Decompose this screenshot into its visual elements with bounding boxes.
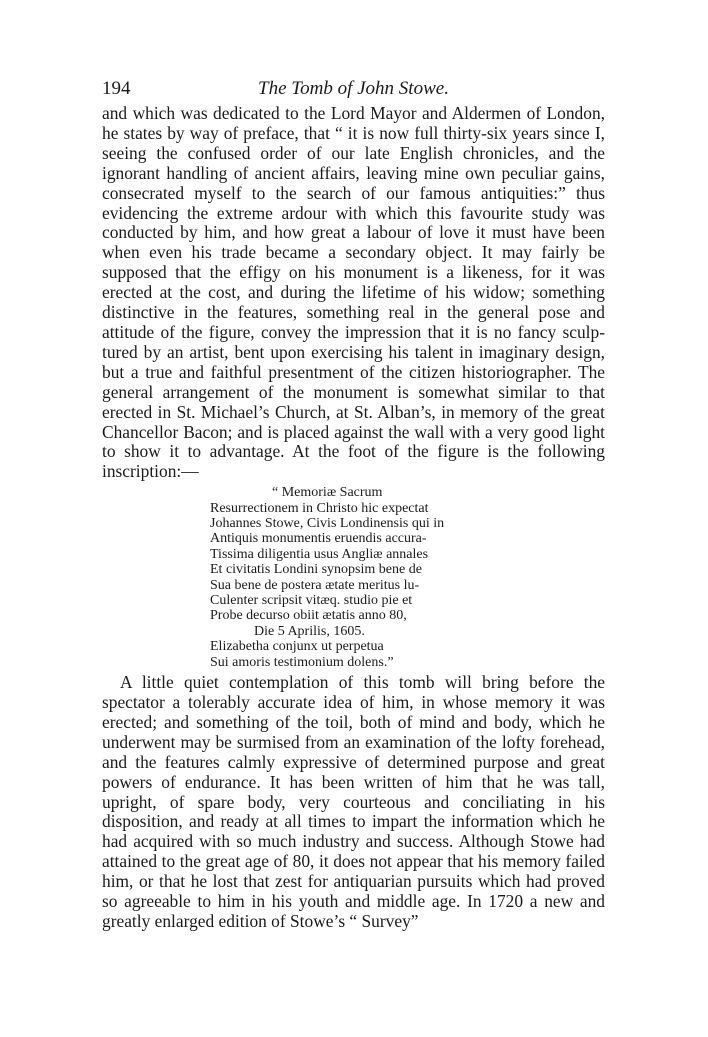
tomb-inscription bbox=[210, 485, 605, 670]
inscription-line: Johannes Stowe, Civis Londinensis qui in bbox=[210, 516, 445, 532]
body-paragraph-1: and which was dedicated to the Lord Mayor and Aldermen of London, he states by way of preface, that “ it is now full thirty-six years since I, seeing the confused order of our late English chronicles, and the ignorant handling of ancient affairs, leaving mine own peculiar gains, consecrated myself to the search of our famous antiquities:” thus evidencing the extreme ardour with which this favourite study was conducted by him, and how great a labour of love it must have been when even his trade became a secondary object. It may fairly be supposed that the effigy on his monument is a likeness, for it was erected at the cost, and during the lifetime of his widow; something distinctive in the features, something real in the general pose and attitude of the figure, convey the impression that it is no fancy sculptured by an artist, bent upon exercising his talent in imaginary design, but a true and faithful presentment of the citizen historiographer. The general arrangement of the monument is somewhat similar to that erected in St. Michael’s Church, at St. Alban’s, in memory of the great Chancellor Bacon; and is placed against the wall with a very good light to show it to advantage. At the foot of the figure is the following inscription:— bbox=[102, 103, 605, 482]
body-paragraph-2: A little quiet contemplation of this tomb will bring before the spectator a tolerably accurate idea of him, in whose memory it was erected; and something of the toil, both of mind and body, which he underwent may be surmised from an examination of the lofty forehead, and the features calmly expressive of determined purpose and great powers of endurance. It has been written of him that he was tall, upright, of spare body, very courteous and conciliating in his disposition, and ready at all times to impart the information which he had acquired with so much industry and success. Although Stowe had attained to the great age of 80, it does not appear that his memory failed him, or that he lost that zest for antiquarian pursuits which had proved so agreeable to him in his youth and middle age. In 1720 a new and greatly enlarged edition of Stowe’s “ Survey” bbox=[102, 672, 605, 931]
page-header bbox=[102, 78, 605, 104]
book-page bbox=[102, 78, 605, 932]
inscription-line: Probe decurso obiit ætatis anno 80, bbox=[210, 608, 407, 624]
inscription-line: Culenter scripsit vitæq. studio pie et bbox=[210, 593, 413, 609]
inscription-line: Sua bene de postera ætate meritus lu- bbox=[210, 577, 420, 593]
running-title: The Tomb of John Stowe. bbox=[258, 78, 449, 99]
inscription-line: Resurrectionem in Christo hic expectat bbox=[210, 500, 429, 516]
inscription-line: Et civitatis Londini synopsim bene de bbox=[210, 562, 422, 578]
inscription-line: Antiquis monumentis eruendis accura- bbox=[210, 531, 427, 547]
inscription-line: Die 5 Aprilis, 1605. bbox=[254, 623, 365, 639]
inscription-line: Tissima diligentia usus Angliæ annales bbox=[210, 546, 429, 562]
page-number: 194 bbox=[102, 78, 131, 99]
inscription-line: Elizabetha conjunx ut perpetua bbox=[210, 639, 384, 655]
inscription-line: “ Memoriæ Sacrum bbox=[272, 485, 383, 501]
inscription-line: Sui amoris testimonium dolens.” bbox=[210, 654, 394, 670]
